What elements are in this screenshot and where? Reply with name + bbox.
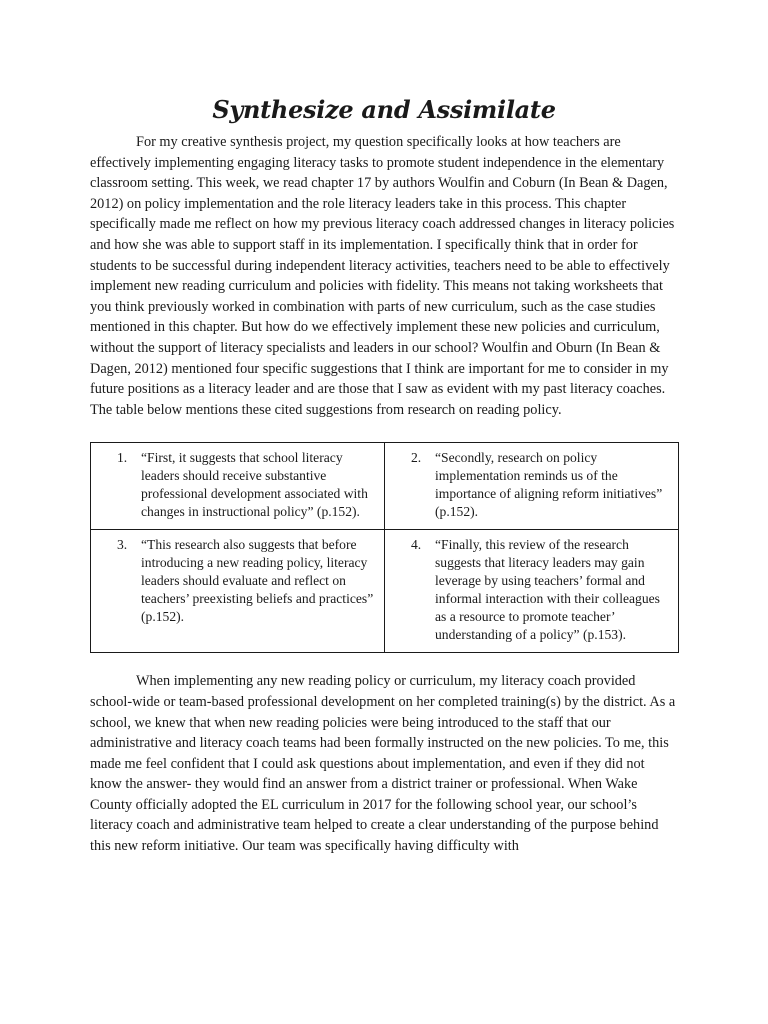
table-cell xyxy=(91,530,385,653)
table-cell xyxy=(385,530,679,653)
list-number: 4. xyxy=(411,537,422,553)
table-row xyxy=(91,443,679,530)
paragraph-implementation: When implementing any new reading policy or curriculum, my literacy coach provided school-wide or team-based professional development on her completed training(s) by the district. As a school, we knew that when new reading policies were being introduced to the staff that our administrative and literacy coach teams had been formally instructed on the new policies. To me, this made me feel confident that I could ask questions about implementation, and even if they did not know the answer- they would find an answer from a district trainer or professional. When Wake County officially adopted the EL curriculum in 2017 for the following school year, our school’s literacy coach and administrative team helped to create a clear understanding of the purpose behind this new reform initiative. Our team was specifically having difficulty with xyxy=(90,673,676,855)
suggestion-quote: “Secondly, research on policy implementation reminds us of the importance of aligning reform initiatives” (p.152). xyxy=(435,450,663,520)
suggestion-quote: “First, it suggests that school literacy leaders should receive substantive professional development associated with changes in instructional policy” (p.152). xyxy=(141,450,368,520)
document-page xyxy=(90,95,678,857)
document-title: Synthesize and Assimilate xyxy=(212,95,556,124)
table-row xyxy=(91,530,679,653)
suggestion-quote: “This research also suggests that before introducing a new reading policy, literacy leaders should evaluate and reflect on teachers’ preexisting beliefs and practices” (p.152). xyxy=(141,537,374,625)
table-cell xyxy=(91,443,385,530)
suggestions-table xyxy=(90,442,679,653)
suggestion-quote: “Finally, this review of the research suggests that literacy leaders may gain leverage by using teachers’ formal and informal interaction with their colleagues as a resource to promote teacher’ understanding of a policy” (p.153). xyxy=(435,537,660,643)
list-number: 3. xyxy=(117,537,128,553)
paragraph-intro: For my creative synthesis project, my question specifically looks at how teachers are effectively implementing engaging literacy tasks to promote student independence in the elementary classroom setting. This week, we read chapter 17 by authors Woulfin and Coburn (In Bean & Dagen, 2012) on policy implementation and the role literacy leaders take in this process. This chapter specifically made me reflect on how my previous literacy coach addressed changes in literacy policies and how she was able to support staff in its implementation. I specifically think that in order for students to be successful during independent literacy activities, teachers need to be able to effectively implement new reading curriculum and policies with fidelity. This means not taking worksheets that you think previously worked in combination with parts of new curriculum, such as the case studies mentioned in this chapter. But how do we effectively implement these new policies and curriculum, without the support of literacy specialists and leaders in our school? Woulfin and Oburn (In Bean & Dagen, 2012) mentioned four specific suggestions that I think are important for me to consider in my future positions as a literacy leader and are those that I saw as evident with my past literacy coaches. The table below mentions these cited suggestions from research on reading policy. xyxy=(90,134,675,418)
list-number: 2. xyxy=(411,450,422,466)
table-cell xyxy=(385,443,679,530)
list-number: 1. xyxy=(117,450,128,466)
